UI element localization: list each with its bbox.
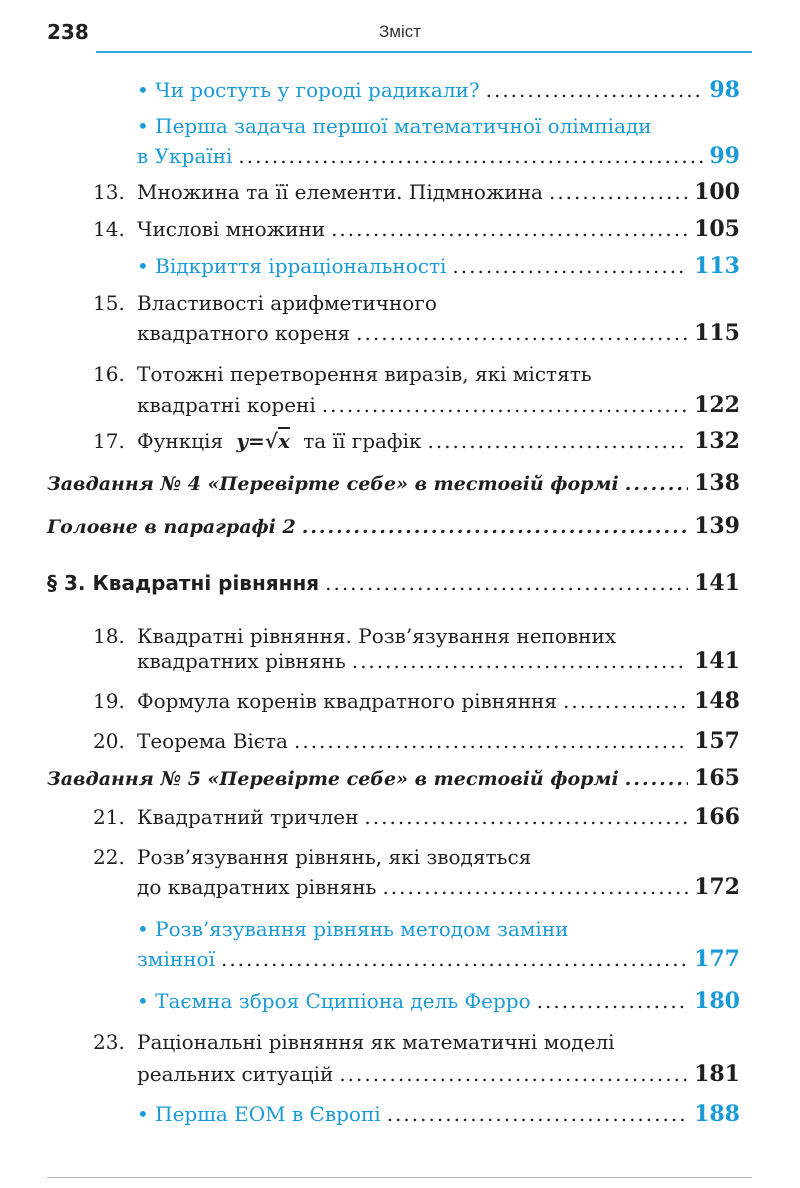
toc-entry[interactable] <box>93 801 740 833</box>
entry-title: Множина та її елементи. Підмножина <box>137 180 543 204</box>
dot-leader <box>325 567 688 599</box>
toc-entry[interactable] <box>93 685 740 717</box>
entry-title: Теорема Вієта <box>137 729 288 753</box>
toc-entry[interactable] <box>137 645 740 677</box>
toc-entry[interactable] <box>137 943 740 975</box>
page-number: 238 <box>47 20 89 44</box>
entry-title: до квадратних рівнянь <box>137 875 377 899</box>
entry-title-line1: • Розв’язування рівнянь методом заміни <box>137 917 569 941</box>
entry-page: 172 <box>694 874 740 900</box>
dot-leader <box>387 1098 688 1130</box>
dot-leader <box>238 140 703 172</box>
entry-page: 132 <box>694 428 740 454</box>
toc-entry[interactable] <box>137 140 740 172</box>
entry-page: 157 <box>694 728 740 754</box>
entry-number: 19. <box>93 689 125 713</box>
entry-title: Квадратний тричлен <box>137 805 359 829</box>
entry-page: 115 <box>694 320 740 346</box>
dot-leader <box>625 468 688 500</box>
entry-title: Головне в параграфі 2 <box>47 516 296 538</box>
entry-title: Відкриття ірраціональності <box>155 254 447 278</box>
dot-leader <box>356 317 688 349</box>
entry-page: 100 <box>694 179 740 205</box>
toc-entry[interactable] <box>47 510 740 543</box>
dot-leader <box>452 250 688 282</box>
toc-entry[interactable] <box>137 74 740 106</box>
entry-title-line1: • Перша задача першої математичної олімпіади <box>137 114 652 138</box>
entry-page: 105 <box>694 216 740 242</box>
entry-page: 181 <box>694 1061 740 1087</box>
entry-title-line1: 22. Розв’язування рівнянь, які зводяться <box>93 845 532 869</box>
entry-page: 98 <box>709 77 740 103</box>
toc-entry[interactable] <box>137 1058 740 1090</box>
section-title: § 3. Квадратні рівняння <box>47 571 320 595</box>
formula: y=√x <box>236 429 290 453</box>
entry-number: 17. <box>93 429 125 453</box>
toc-entry[interactable] <box>137 317 740 349</box>
entry-title: Формула коренів квадратного рівняння <box>137 689 557 713</box>
bullet: • Перша ЕОМ в Європі <box>137 1102 381 1126</box>
entry-page: 138 <box>694 470 740 496</box>
entry-title-line1: 18. Квадратні рівняння. Розв’язування неповних <box>93 624 617 648</box>
dot-leader <box>427 425 688 457</box>
page-header-title: Зміст <box>378 22 422 41</box>
entry-page: 148 <box>694 688 740 714</box>
entry-number: 20. <box>93 729 125 753</box>
toc-entry[interactable] <box>47 467 740 500</box>
toc-entry[interactable] <box>47 762 740 795</box>
bullet: • Чи ростуть у городі радикали? <box>137 78 480 102</box>
dot-leader <box>382 871 688 903</box>
entry-page: 141 <box>694 570 740 596</box>
toc-entry[interactable] <box>137 1098 740 1130</box>
entry-title: в Україні <box>137 144 233 168</box>
entry-title: реальних ситуацій <box>137 1062 334 1086</box>
toc-entry[interactable] <box>93 176 740 208</box>
bullet: • Відкриття ірраціональності <box>137 254 447 278</box>
entry-title-line1: 23. Раціональні рівняння як математичні моделі <box>93 1030 615 1054</box>
entry-page: 113 <box>694 253 740 279</box>
entry-title-line1: 16. Тотожні перетворення виразів, які містять <box>93 362 592 386</box>
bottom-rule <box>47 1177 752 1178</box>
entry-title: Таємна зброя Сципіона дель Ферро <box>155 989 531 1013</box>
entry-page: 166 <box>694 804 740 830</box>
entry-title-line1: 15. Властивості арифметичного <box>93 291 437 315</box>
entry-title: Чи ростуть у городі радикали? <box>155 78 480 102</box>
toc-entry[interactable] <box>137 871 740 903</box>
bullet: • Таємна зброя Сципіона дель Ферро <box>137 989 531 1013</box>
dot-leader <box>352 645 688 677</box>
entry-page: 188 <box>694 1101 740 1127</box>
entry-title: квадратних рівнянь <box>137 649 346 673</box>
entry-title: Числові множини <box>137 217 326 241</box>
dot-leader <box>221 943 688 975</box>
dot-leader <box>486 74 704 106</box>
entry-page: 141 <box>694 648 740 674</box>
toc-section[interactable] <box>47 567 740 599</box>
entry-page: 99 <box>709 143 740 169</box>
dot-leader <box>322 389 688 421</box>
toc-entry[interactable] <box>137 389 740 421</box>
entry-title: Перша ЕОМ в Європі <box>155 1102 381 1126</box>
toc-entry[interactable] <box>137 250 740 282</box>
entry-page: 177 <box>694 946 740 972</box>
toc-entry[interactable] <box>137 985 740 1017</box>
dot-leader <box>537 985 688 1017</box>
entry-title: Завдання № 5 «Перевірте себе» в тестовій формі <box>47 768 619 790</box>
toc-entry[interactable] <box>93 725 740 757</box>
entry-title: Завдання № 4 «Перевірте себе» в тестовій формі <box>47 473 619 495</box>
entry-number: 13. <box>93 180 125 204</box>
dot-leader <box>294 725 688 757</box>
dot-leader <box>302 511 688 543</box>
entry-page: 180 <box>694 988 740 1014</box>
toc-entry[interactable] <box>93 213 740 245</box>
dot-leader <box>364 801 688 833</box>
entry-page: 165 <box>694 765 740 791</box>
entry-title: Функція y=√x та її графік <box>137 429 422 453</box>
entry-page: 139 <box>694 513 740 539</box>
dot-leader <box>331 213 688 245</box>
entry-title: змінної <box>137 947 215 971</box>
entry-number: 21. <box>93 805 125 829</box>
entry-title: квадратного кореня <box>137 321 351 345</box>
entry-title: квадратні корені <box>137 393 316 417</box>
dot-leader <box>563 685 688 717</box>
toc-entry[interactable] <box>93 425 740 457</box>
entry-number: 14. <box>93 217 125 241</box>
entry-page: 122 <box>694 392 740 418</box>
dot-leader <box>625 763 688 795</box>
dot-leader <box>339 1058 688 1090</box>
dot-leader <box>549 176 688 208</box>
header-rule <box>96 51 752 53</box>
